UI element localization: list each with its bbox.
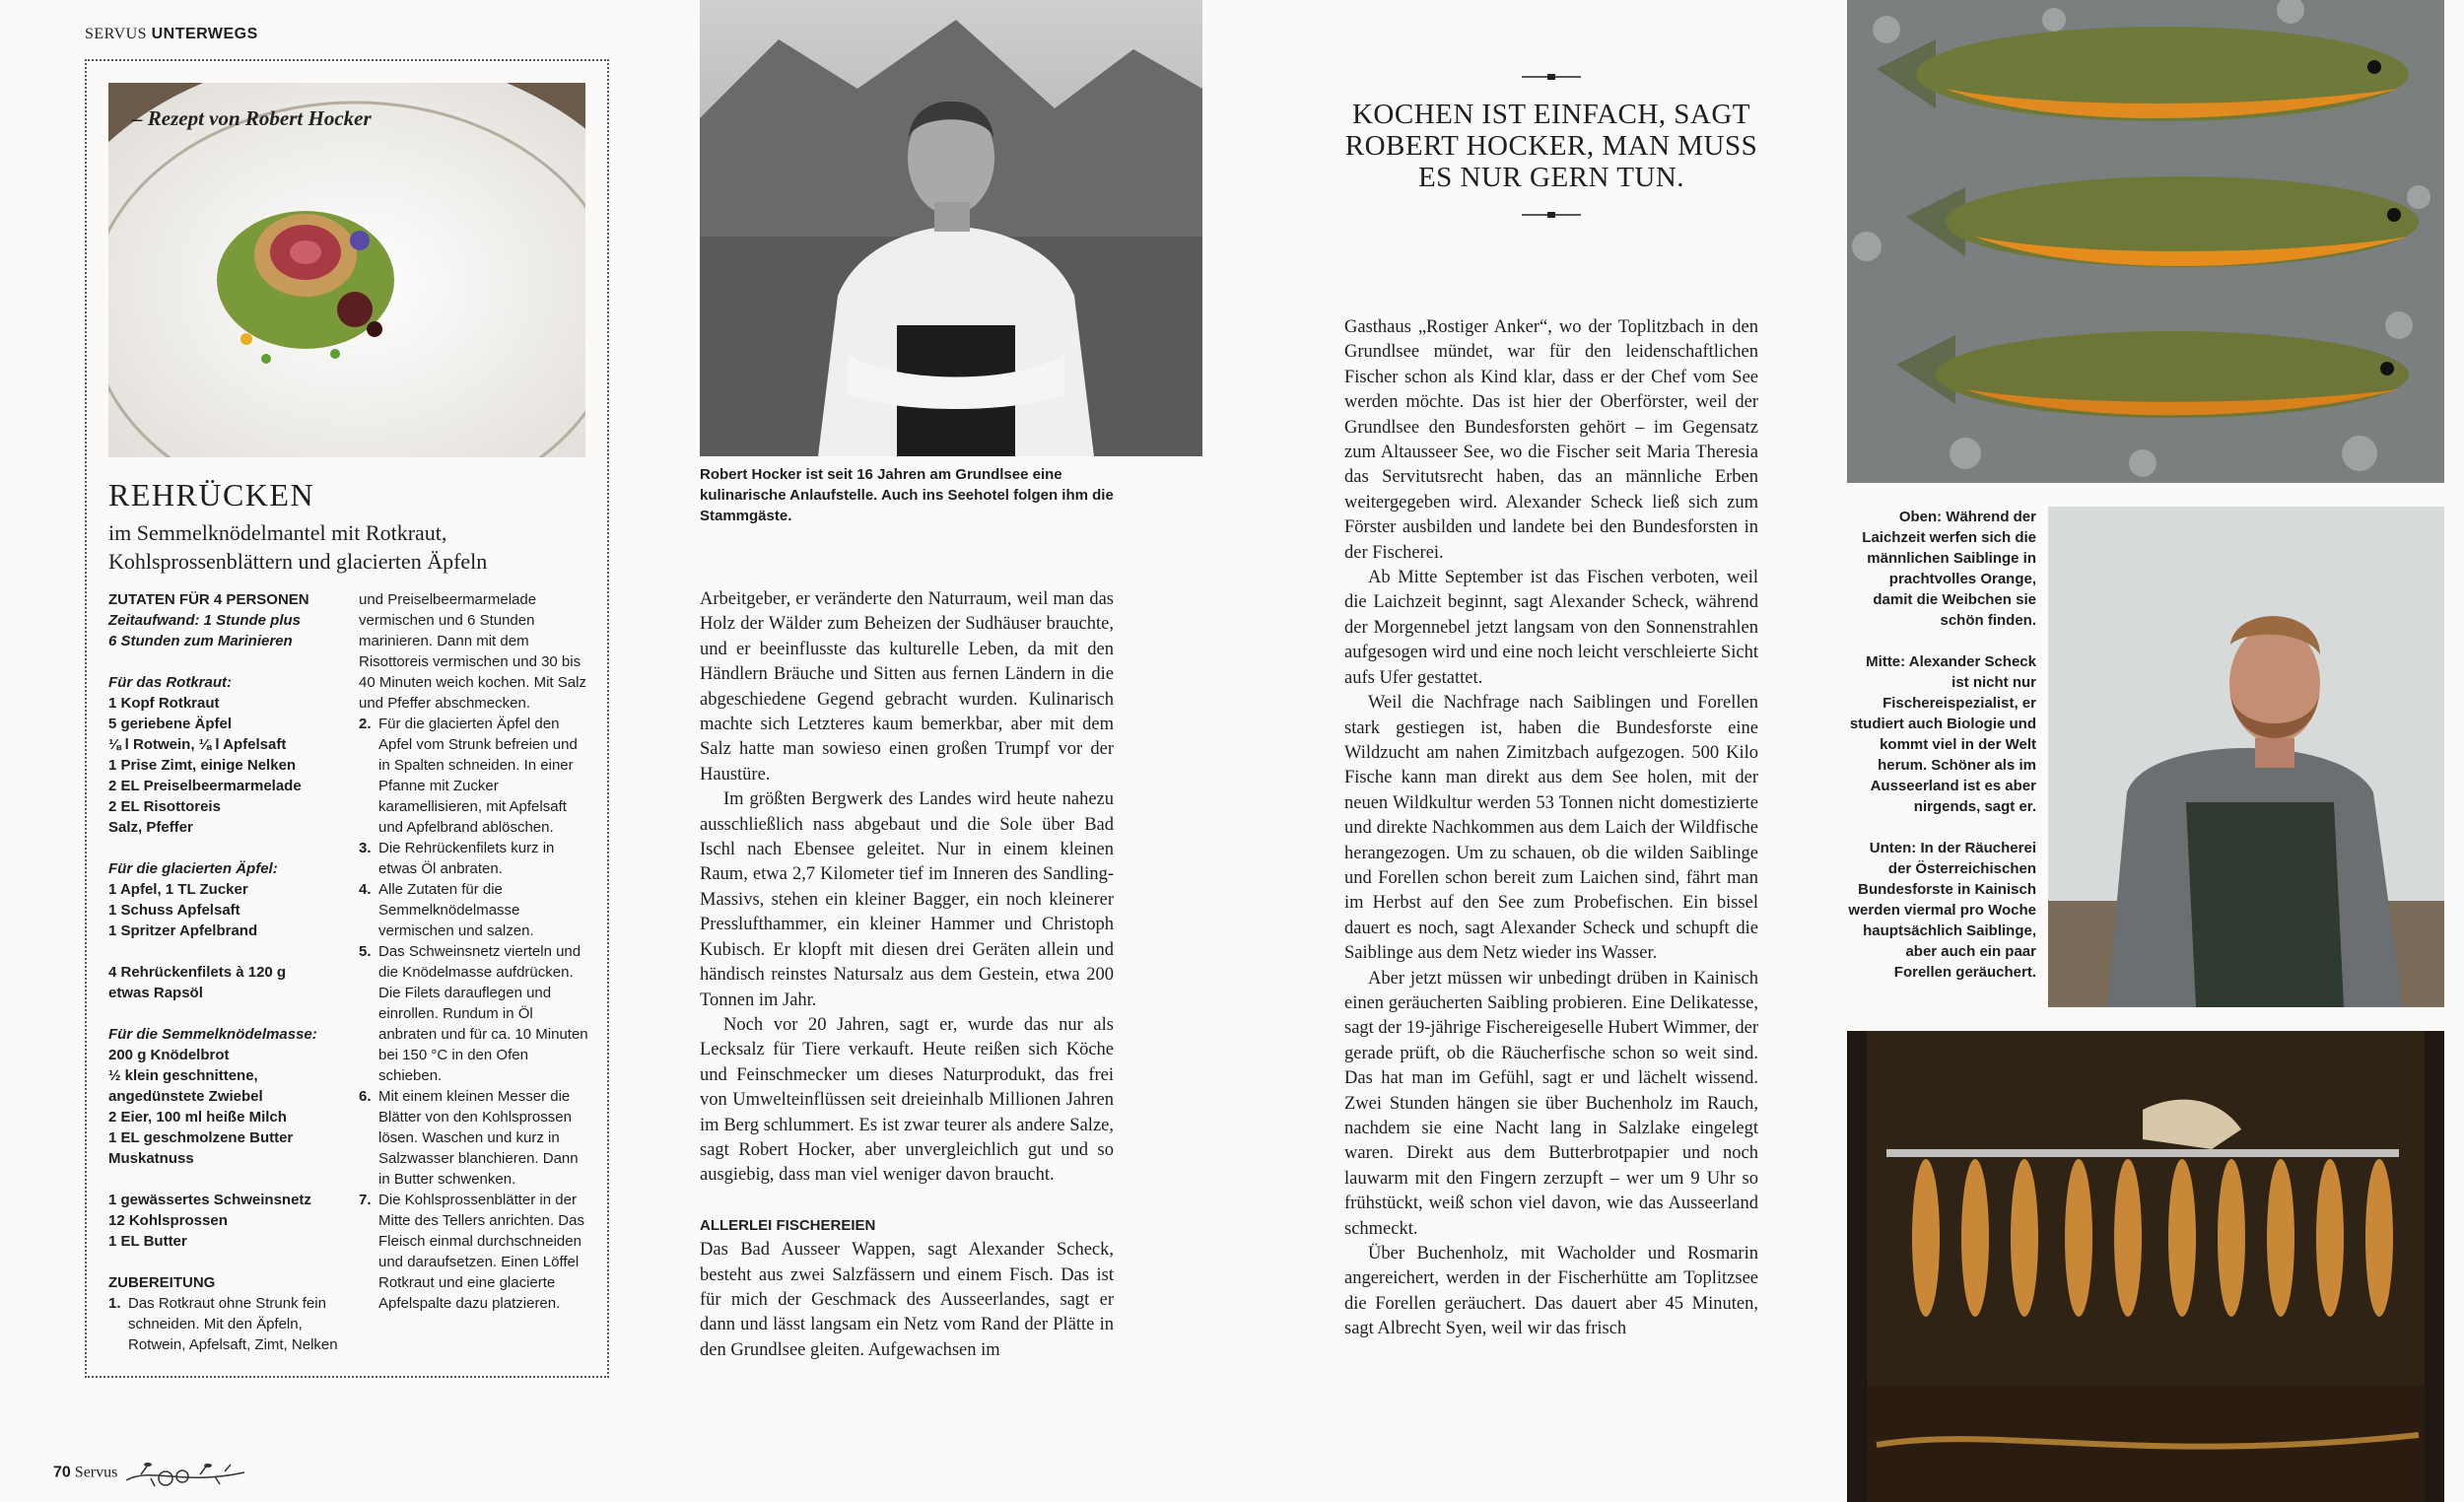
preparation-heading: ZUBEREITUNG (108, 1274, 216, 1291)
smoked-fish-illustration (1847, 1031, 2444, 1502)
ingredient-group-heading: Für das Rotkraut: (108, 674, 233, 691)
ingredient-item: Salz, Pfeffer (108, 819, 193, 836)
article-paragraph: Das Bad Ausseer Wappen, sagt Alexander Scheck, besteht aus zwei Salzfässern und einem Fisch. Das ist für mich der Geschmack des Ausseerlandes, sagt er dann und lässt langsam ein Netz vom Rand der Plätte in den Grundlsee gleiten. Aufgewachsen im (700, 1240, 1114, 1360)
ingredient-item: 1 Spritzer Apfelbrand (108, 922, 258, 939)
ingredient-item: 2 EL Preiselbeermarmelade (108, 778, 302, 794)
recipe-subtitle: im Semmelknödelmantel mit Rotkraut, Kohlsprossenblättern und glacierten Äpfeln (108, 520, 488, 574)
recipe-steps-column (359, 589, 591, 1314)
ingredient-item: 4 Rehrückenfilets à 120 g (108, 964, 287, 981)
ingredient-item: ⅛ l Rotwein, ⅛ l Apfelsaft (108, 736, 287, 753)
ingredient-item: 1 Kopf Rotkraut (108, 695, 220, 712)
floral-ornament-icon (121, 1457, 249, 1490)
article-paragraph: Über Buchenholz, mit Wacholder und Rosmarin angereichert, werden in der Fischerhütte am Toplitzsee die Forellen geräuchert. Das dauert aber 45 Minuten, sagt Albrecht Syen, weil wir das frisch (1344, 1244, 1758, 1339)
page-number: 70 (53, 1464, 71, 1481)
section-header (85, 26, 258, 43)
caption-top: Oben: Während der Laichzeit werfen sich die männlichen Saiblinge in prachtvolles Orange, damit die Weibchen sie schön finden. (1862, 509, 2036, 629)
ingredient-item: etwas Rapsöl (108, 985, 203, 1001)
ingredient-item: 2 Eier, 100 ml heiße Milch (108, 1109, 287, 1126)
quote-ornament-bottom-icon (1522, 210, 1581, 220)
article-column-middle (700, 587, 1114, 1363)
ingredient-item: Muskatnuss (108, 1150, 194, 1167)
step-text-continued: und Preiselbeermarmelade vermischen und 6 Stunden marinieren. Dann mit dem Risottoreis vermischen und 30 bis 40 Minuten weich kochen. Mit Salz und Pfeffer abschmecken. (359, 591, 586, 712)
dish-photo (108, 83, 585, 457)
preparation-step: 1. Das Rotkraut ohne Strunk fein schneiden. Mit den Äpfeln, Rotwein, Apfelsaft, Zimt, Nelken (108, 1293, 351, 1355)
pull-quote-block (1344, 69, 1758, 225)
ingredient-item: 1 Apfel, 1 TL Zucker (108, 881, 248, 898)
preparation-step: 2. Für die glacierten Äpfel den Apfel vom Strunk befreien und in Spalten schneiden. In einer Pfanne mit Zucker karamellisieren, mit Apfelsaft und Apfelbrand ablöschen. (359, 716, 578, 836)
ingredient-item: 5 geriebene Äpfel (108, 716, 233, 732)
ingredient-item: ½ klein geschnittene, (108, 1067, 258, 1084)
ingredient-item: 1 EL geschmolzene Butter (108, 1129, 294, 1146)
article-paragraph: Weil die Nachfrage nach Saiblingen und Forellen stark gestiegen ist, haben die Bundesforste eine Wildzucht am nahen Zimitzbach aufgezogen. 500 Kilo Fische kann man direkt aus dem See holen, mit der neuen Wildkultur werden 53 Tonnen nicht domestizierte und direkte Nachkommen aus dem Laich der Wildfische herangezogen. Um zu schauen, ob die wilden Saiblinge und Forellen schon bereit zum Laichen sind, fährt man im Herbst auf den See zum Probefischen. Ein bissel dauert es noch, sagt Alexander Scheck und schupft die Saiblinge aus dem Netz wieder ins Wasser. (1344, 693, 1758, 964)
pull-quote: KOCHEN IST EINFACH, SAGT ROBERT HOCKER, MAN MUSS ES NUR GERN TUN. (1344, 99, 1758, 193)
quote-ornament-top-icon (1522, 72, 1581, 82)
ingredient-item: 1 Prise Zimt, einige Nelken (108, 757, 297, 774)
recipe-credit: – Rezept von Robert Hocker (132, 106, 372, 130)
magazine-name: SERVUS (85, 26, 148, 42)
preparation-step: 5. Das Schweinsnetz vierteln und die Knödelmasse aufdrücken. Die Filets darauflegen und einrollen. Rundum in Öl anbraten und für ca. 10 Minuten bei 150 °C in den Ofen schieben. (359, 943, 588, 1084)
ingredient-item: 200 g Knödelbrot (108, 1047, 230, 1063)
recipe-ingredients-column (108, 589, 351, 1355)
time-line: 6 Stunden zum Marinieren (108, 633, 293, 649)
preparation-step: 4. Alle Zutaten für die Semmelknödelmasse vermischen und salzen. (359, 881, 534, 939)
chef-portrait (700, 0, 1202, 456)
page-footer (53, 1457, 249, 1490)
char-fish-photo (1847, 0, 2444, 483)
chef-caption: Robert Hocker ist seit 16 Jahren am Grundlsee eine kulinarische Anlaufstelle. Auch ins Seehotel folgen ihm die Stammgäste. (700, 466, 1114, 524)
article-paragraph: Aber jetzt müssen wir unbedingt drüben in Kainisch einen geräucherten Saibling probieren. Eine Delikatesse, sagt der 19-jährige Fischereigeselle Hubert Wimmer, der gerade prüft, ob die Räucherfische schon so weit sind. Das hat man im Gefühl, sagt er und lächelt wissend. Zwei Stunden hängen sie über Buchenholz im Rauch, nachdem sie eine Nacht lang in Salzlake eingelegt waren. Direkt aus dem Butterbrotpapier und noch lauwarm mit den Fingern zerzupft – wer um 9 Uhr so frühstückt, weiß schon viel davon, wie das Ausseerland schmeckt. (1344, 968, 1758, 1239)
article-paragraph: Gasthaus „Rostiger Anker“, wo der Toplitzbach in den Grundlsee mündet, war für den leidenschaftlichen Fischer schon als Kind klar, dass er der Chef vom See werden möchte. Das ist hier der Oberförster, weil der Grundlsee den Bundesforsten gehört – im Gegensatz zum Altausseer See, wo die Fischer seit Maria Theresia das Servitutsrecht haben, das an männliche Erben weitergegeben wird. Alexander Scheck ließ sich zum Förster ausbilden und landete bei den Bundesforsten in der Fischerei. (1344, 317, 1758, 563)
ingredient-item: 1 EL Butter (108, 1233, 187, 1250)
fish-illustration (1847, 0, 2444, 483)
fisherman-portrait (2048, 507, 2444, 1007)
servings-heading: ZUTATEN FÜR 4 PERSONEN (108, 591, 309, 608)
ingredient-item: angedünstete Zwiebel (108, 1088, 263, 1105)
chef-photo (700, 0, 1202, 456)
recipe-title: REHRÜCKEN (108, 477, 315, 512)
fisherman-photo (2048, 507, 2444, 1007)
ingredient-item: 12 Kohlsprossen (108, 1212, 228, 1229)
article-paragraph: Arbeitgeber, er veränderte den Naturraum, weil man das Holz der Wälder zum Beheizen der Sudhäuser brauchte, und er beeinflusste das kulturelle Leben, da mit den Händlern Bräuche und Sitten aus fernen Ländern in die abgeschiedene Gegend gebracht wurden. Kulinarisch machte sich Letzteres kaum bemerkbar, aber mit dem Salz hatte man sowieso einen großen Trumpf vor der Haustüre. (700, 589, 1114, 785)
ingredient-group-heading: Für die Semmelknödelmasse: (108, 1026, 317, 1043)
article-column-right (1344, 315, 1758, 1342)
dish-illustration (108, 83, 585, 457)
article-paragraph: Noch vor 20 Jahren, sagt er, wurde das nur als Lecksalz für Tiere verkauft. Heute reißen sich Köche und Feinschmecker um dieses Naturprodukt, das frei von Umwelteinflüssen seit dreieinhalb Millionen Jahren im Berg schlummert. Es ist zwar teurer als andere Salze, sagt Robert Hocker, aber unvergleichlich gut und so ausgiebig, dass man viel weniger davon braucht. (700, 1014, 1114, 1186)
caption-bottom: Unten: In der Räucherei der Österreichischen Bundesforste in Kainisch werden viermal pro Woche hauptsächlich Saiblinge, aber auch ein paar Forellen geräuchert. (1848, 840, 2036, 981)
smokehouse-photo (1847, 1031, 2444, 1502)
section-name: UNTERWEGS (151, 26, 258, 42)
caption-middle: Mitte: Alexander Scheck ist nicht nur Fischereispezialist, er studiert auch Biologie und kommt viel in der Welt herum. Schöner als im Ausseerland ist es aber nirgends, sagt er. (1849, 653, 2036, 815)
article-paragraph: Im größten Bergwerk des Landes wird heute nahezu ausschließlich nass abgebaut und die Sole über Bad Ischl nach Ebensee geleitet. Nur in einem kleinen Raum, etwa 2,7 Kilometer tief im Inneren des Sandling-Massivs, stehen ein kleiner Bagger, ein noch kleinerer Presslufthammer, ein kleiner Hammer und Christoph Kubisch. Er klopft mit diesen drei Geräten allein und händisch reinstes Natursalz aus dem Gestein, etwa 200 Tonnen im Jahr. (700, 789, 1114, 1010)
step-text: Das Rotkraut ohne Strunk fein schneiden. Mit den Äpfeln, Rotwein, Apfelsaft, Zimt, Nelken (128, 1295, 338, 1353)
ingredient-item: 2 EL Risottoreis (108, 798, 221, 815)
preparation-step: 7. Die Kohlsprossenblätter in der Mitte des Tellers anrichten. Das Fleisch einmal durchschneiden und daraufsetzen. Einen Löffel Rotkraut und eine glacierte Apfelspalte dazu platzieren. (359, 1192, 584, 1312)
ingredient-group-heading: Für die glacierten Äpfel: (108, 860, 278, 877)
preparation-step: 3. Die Rehrückenfilets kurz in etwas Öl anbraten. (359, 840, 555, 877)
article-paragraph: Ab Mitte September ist das Fischen verboten, weil die Laichzeit beginnt, sagt Alexander Scheck, während der Morgennebel jetzt langsam von den Sonnenstrahlen aufgesogen wird und eine noch leicht verschleierte Sicht aufs Ufer gestattet. (1344, 568, 1758, 688)
photo-captions (1847, 507, 2036, 1003)
preparation-step: 6. Mit einem kleinen Messer die Blätter von den Kohlsprossen lösen. Waschen und kurz in Salzwasser blanchieren. Dann in Butter schwenken. (359, 1088, 579, 1188)
ingredient-item: 1 Schuss Apfelsaft (108, 902, 240, 919)
article-subheading: ALLERLEI FISCHEREIEN (700, 1216, 876, 1234)
ingredient-item: 1 gewässertes Schweinsnetz (108, 1192, 311, 1208)
footer-magazine: Servus (74, 1464, 118, 1481)
time-line: Zeitaufwand: 1 Stunde plus (108, 612, 302, 629)
